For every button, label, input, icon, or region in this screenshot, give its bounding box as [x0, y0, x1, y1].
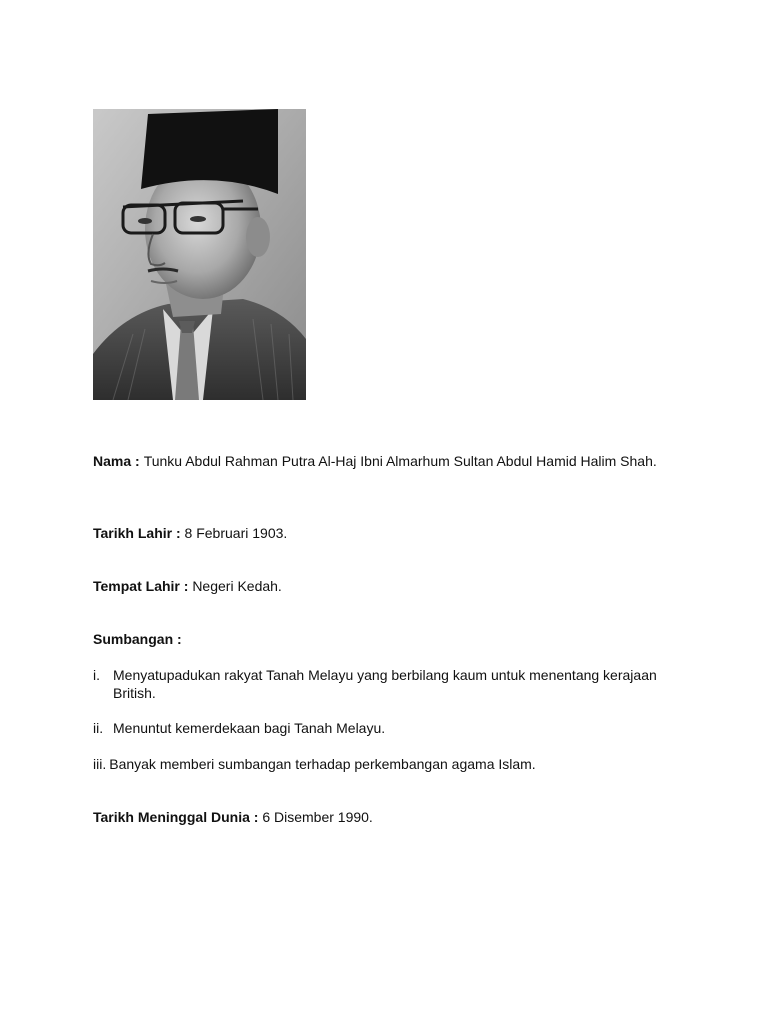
list-marker: iii.	[93, 756, 107, 772]
portrait-photo	[93, 109, 306, 400]
portrait-illustration	[93, 109, 306, 400]
sumbangan-item-3	[93, 755, 673, 773]
sumbangan-item-2	[93, 719, 673, 737]
list-item-text: Banyak memberi sumbangan terhadap perkembangan agama Islam.	[109, 756, 536, 772]
list-item-text: Menuntut kemerdekaan bagi Tanah Melayu.	[113, 720, 386, 736]
field-tempat-lahir	[93, 577, 693, 595]
field-nama	[93, 452, 693, 470]
tarikh-lahir-value: 8 Februari 1903.	[184, 525, 288, 541]
tarikh-meninggal-value: 6 Disember 1990.	[262, 809, 373, 825]
field-tarikh-meninggal	[93, 808, 693, 826]
list-item-text: Menyatupadukan rakyat Tanah Melayu yang berbilang kaum untuk menentang kerajaan British.	[113, 667, 657, 701]
tarikh-meninggal-label: Tarikh Meninggal Dunia :	[93, 809, 263, 825]
sumbangan-item-1	[93, 666, 673, 702]
nama-value: Tunku Abdul Rahman Putra Al-Haj Ibni Almarhum Sultan Abdul Hamid Halim Shah.	[143, 453, 657, 469]
sumbangan-label: Sumbangan :	[93, 631, 182, 647]
tempat-lahir-value: Negeri Kedah.	[192, 578, 282, 594]
tempat-lahir-label: Tempat Lahir :	[93, 578, 193, 594]
field-sumbangan	[93, 630, 693, 648]
list-marker: ii.	[93, 720, 104, 736]
field-tarikh-lahir	[93, 524, 693, 542]
nama-label: Nama :	[93, 453, 140, 469]
list-marker: i.	[93, 667, 100, 683]
tarikh-lahir-label: Tarikh Lahir :	[93, 525, 185, 541]
